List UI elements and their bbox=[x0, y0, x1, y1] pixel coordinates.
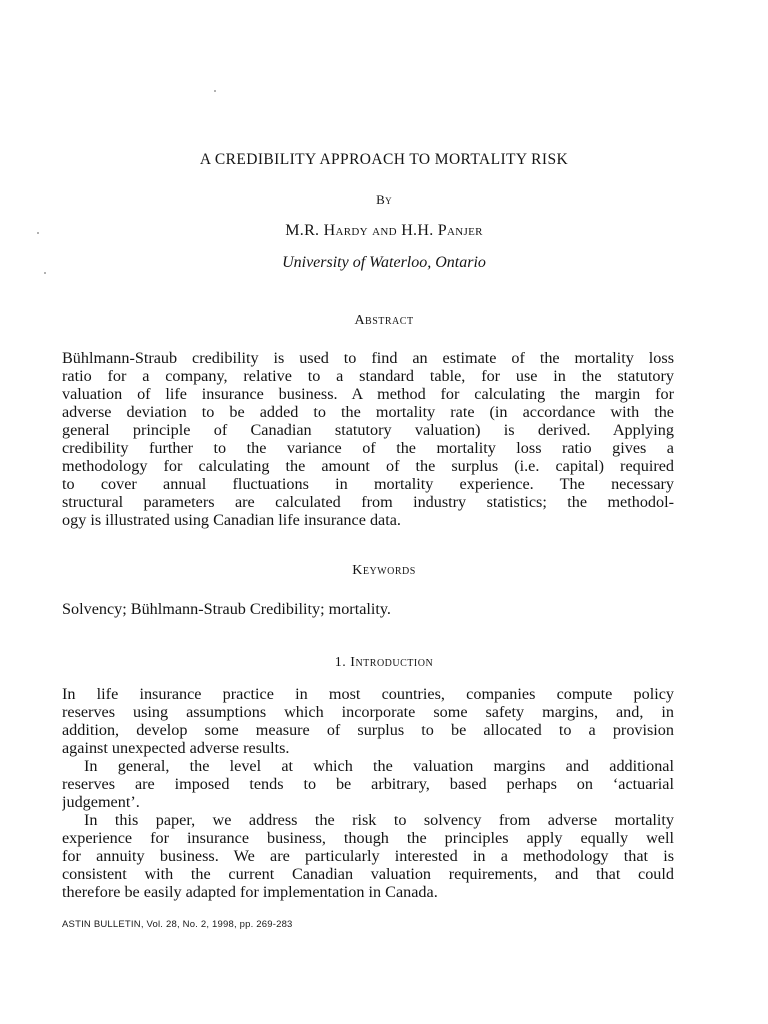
abstract-heading: Abstract bbox=[354, 313, 414, 328]
scan-speck bbox=[214, 90, 216, 92]
intro-line: therefore be easily adapted for implementation in Canada. bbox=[62, 883, 438, 901]
intro-line: for annuity business. We are particularly interested in a methodology that is bbox=[62, 847, 674, 865]
intro-line: addition, develop some measure of surplus to be allocated to a provision bbox=[62, 721, 674, 739]
keywords-body bbox=[62, 600, 674, 618]
abstract-line: methodology for calculating the amount of the surplus (i.e. capital) required bbox=[62, 457, 674, 475]
abstract-body bbox=[62, 349, 674, 529]
keywords-heading: Keywords bbox=[352, 563, 416, 578]
intro-line: In general, the level at which the valuation margins and additional bbox=[84, 757, 674, 775]
paper-title: A CREDIBILITY APPROACH TO MORTALITY RISK bbox=[199, 151, 569, 168]
abstract-line: credibility further to the variance of the mortality loss ratio gives a bbox=[62, 439, 674, 457]
byline: By bbox=[376, 192, 392, 207]
affiliation: University of Waterloo, Ontario bbox=[282, 254, 486, 271]
abstract-line: valuation of life insurance business. A method for calculating the margin for bbox=[62, 385, 674, 403]
journal-citation: ASTIN BULLETIN, Vol. 28, No. 2, 1998, pp. 269-283 bbox=[62, 919, 293, 930]
abstract-line: ratio for a company, relative to a standard table, for use in the statutory bbox=[62, 367, 674, 385]
introduction-body bbox=[62, 685, 674, 901]
authors: M.R. Hardy and H.H. Panjer bbox=[285, 222, 483, 239]
scan-speck bbox=[44, 272, 46, 274]
intro-line: In this paper, we address the risk to solvency from adverse mortality bbox=[84, 811, 674, 829]
intro-line: experience for insurance business, though the principles apply equally well bbox=[62, 829, 674, 847]
intro-line: consistent with the current Canadian valuation requirements, and that could bbox=[62, 865, 674, 883]
abstract-line: ogy is illustrated using Canadian life insurance data. bbox=[62, 511, 401, 529]
abstract-line: structural parameters are calculated from industry statistics; the methodol- bbox=[62, 493, 674, 511]
abstract-line: adverse deviation to be added to the mortality rate (in accordance with the bbox=[62, 403, 674, 421]
introduction-heading: 1. Introduction bbox=[334, 655, 434, 670]
intro-line: against unexpected adverse results. bbox=[62, 739, 290, 757]
abstract-line: to cover annual fluctuations in mortality experience. The necessary bbox=[62, 475, 674, 493]
intro-line: reserves using assumptions which incorporate some safety margins, and, in bbox=[62, 703, 674, 721]
intro-line: reserves are imposed tends to be arbitrary, based perhaps on ‘actuarial bbox=[62, 775, 674, 793]
intro-line: judgement’. bbox=[62, 793, 140, 811]
intro-line: In life insurance practice in most countries, companies compute policy bbox=[62, 685, 674, 703]
keywords-text: Solvency; Bühlmann-Straub Credibility; mortality. bbox=[62, 600, 391, 618]
abstract-line: general principle of Canadian statutory valuation) is derived. Applying bbox=[62, 421, 674, 439]
abstract-line: Bühlmann-Straub credibility is used to find an estimate of the mortality loss bbox=[62, 349, 674, 367]
